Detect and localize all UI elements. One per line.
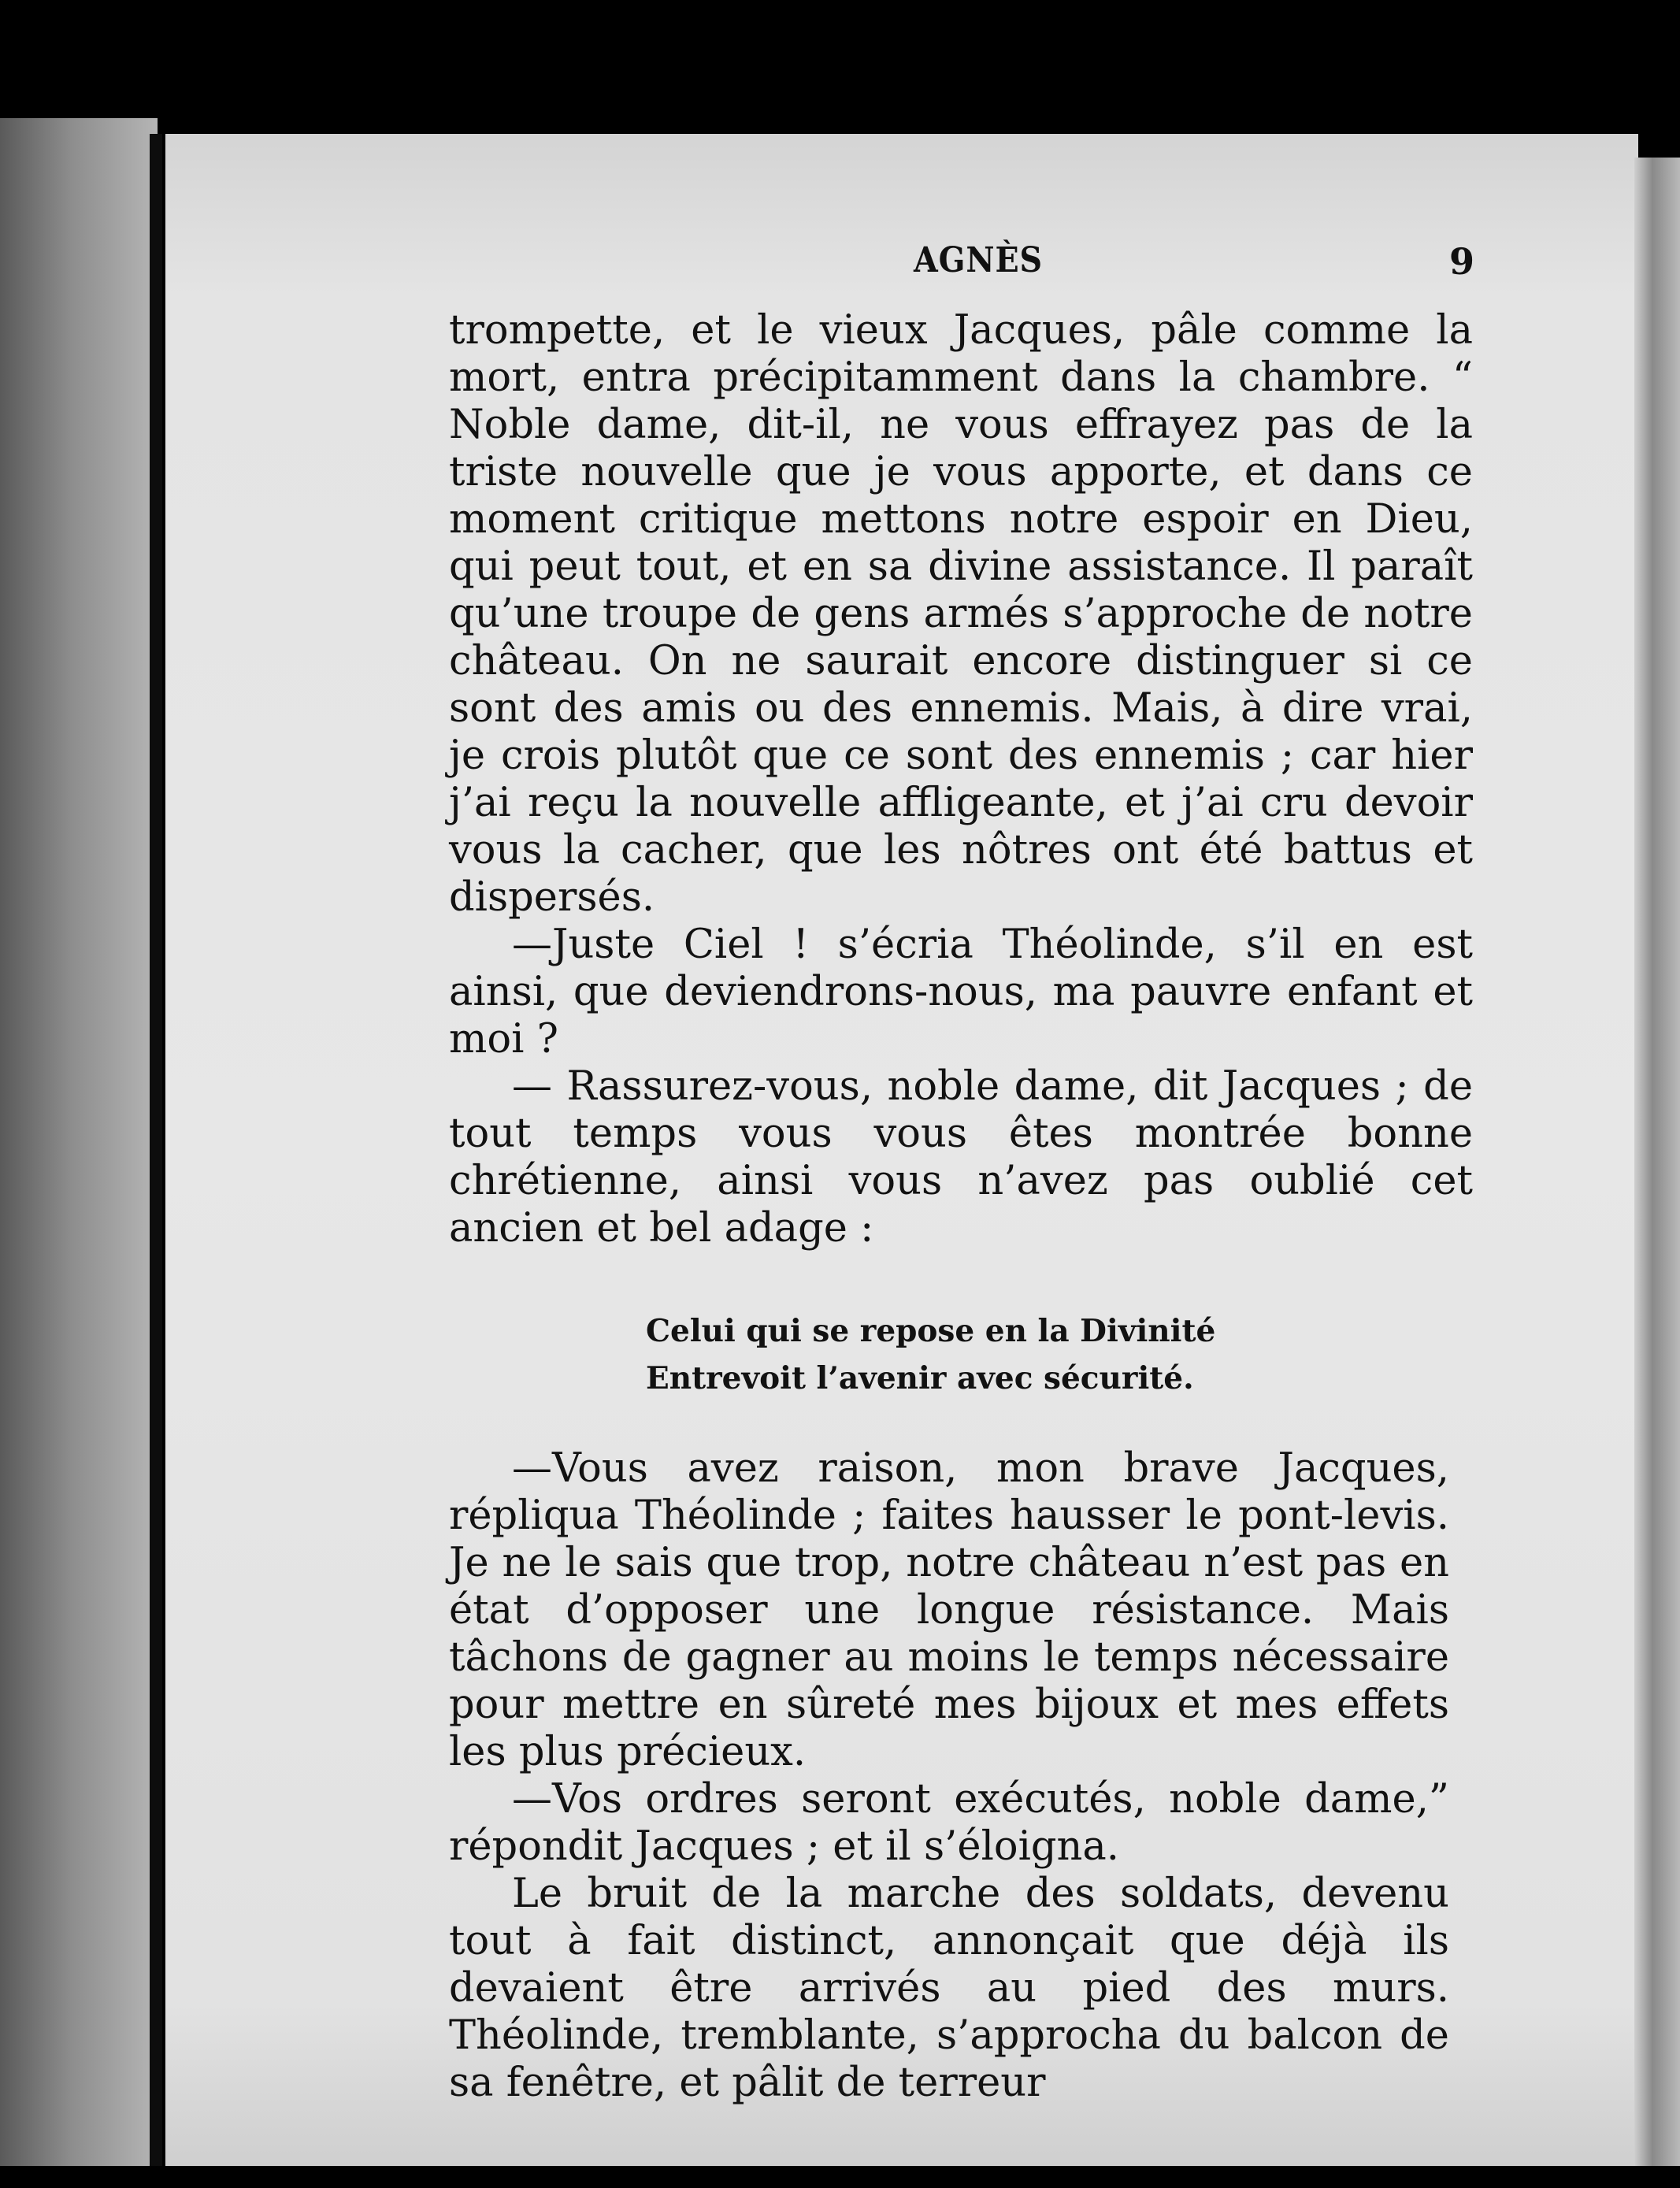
verse-quote <box>646 1307 1215 1402</box>
body-text-bottom <box>449 1445 1449 2107</box>
book-gutter <box>150 134 162 2166</box>
paragraph: —Juste Ciel ! s’écria Théolinde, s’il en est ainsi, que deviendrons-nous, ma pauvre enfant et moi ? <box>449 922 1473 1062</box>
running-head: AGNÈS <box>914 240 1044 280</box>
paragraph: —Vos ordres seront exécutés, noble dame,” répondit Jacques ; et il s’éloigna. <box>449 1776 1449 1870</box>
paragraph: — Rassurez-vous, noble dame, dit Jacques ; de tout temps vous vous êtes montrée bonne chrétienne, ainsi vous n’avez pas oublié cet ancien et bel adage : <box>449 1063 1473 1252</box>
page-stack-edge <box>1634 158 1680 2166</box>
facing-page-edge <box>0 118 158 2166</box>
verse-line: Celui qui se repose en la Divinité <box>646 1313 1216 1349</box>
body-text-top <box>449 307 1473 1252</box>
page-number: 9 <box>1449 240 1475 283</box>
paragraph: trompette, et le vieux Jacques, pâle comme la mort, entra précipitamment dans la chambre. “ Noble dame, dit-il, ne vous effrayez pas de la triste nouvelle que je vous apporte, et dans ce moment critique mettons notre espoir en Dieu, qui peut tout, et en sa divine assistance. Il paraît qu’une troupe de gens armés s’approche de notre château. On ne saurait encore distinguer si ce sont des amis ou des ennemis. Mais, à dire vrai, je crois plutôt que ce sont des ennemis ; car hier j’ai reçu la nouvelle affligeante, et j’ai cru devoir vous la cacher, que les nôtres ont été battus et dispersés. <box>449 307 1473 921</box>
paragraph: Le bruit de la marche des soldats, devenu tout à fait distinct, annonçait que déjà ils devaient être arrivés au pied des murs. Théolinde, tremblante, s’approcha du balcon de sa fenêtre, et pâlit de terreur <box>449 1871 1449 2106</box>
verse-line: Entrevoit l’avenir avec sécurité. <box>646 1360 1194 1396</box>
paragraph: —Vous avez raison, mon brave Jacques, répliqua Théolinde ; faites hausser le pont-levis. Je ne le sais que trop, notre château n’est pas en état d’opposer une longue résistance. Mais tâchons de gagner au moins le temps nécessaire pour mettre en sûreté mes bijoux et mes effets les plus précieux. <box>449 1445 1449 1775</box>
